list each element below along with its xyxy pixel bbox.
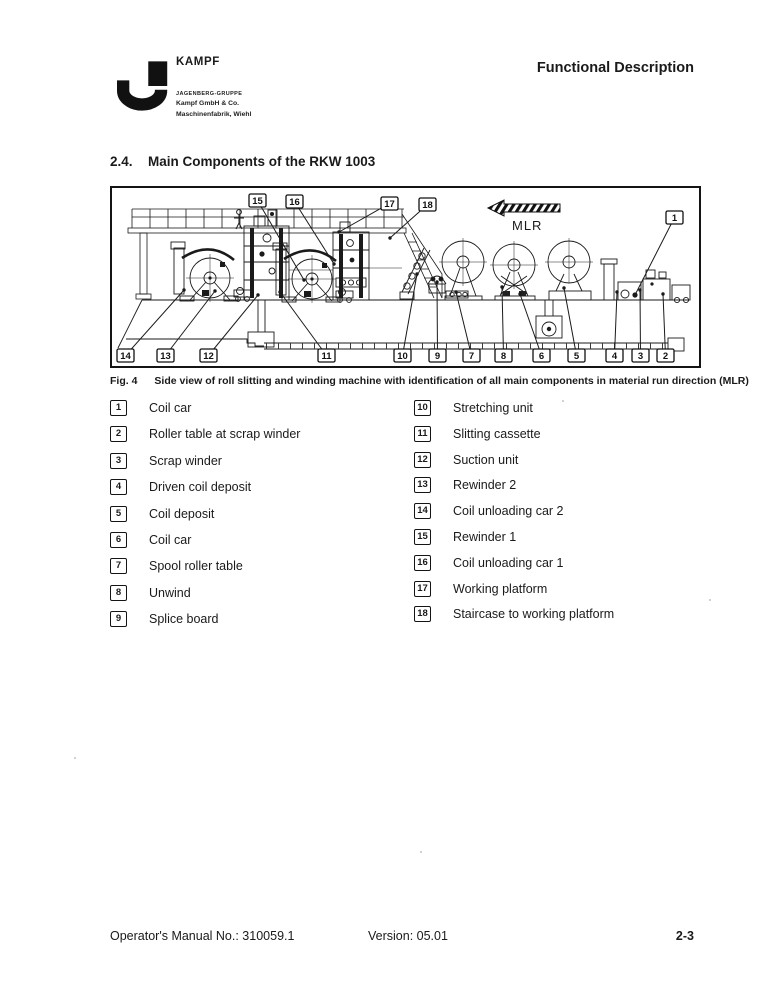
diagram-callout-9 [429, 349, 446, 362]
callout-target-dot [518, 292, 521, 295]
legend-column-right [414, 400, 614, 632]
diagram-callout-12 [200, 349, 217, 362]
callout-leader-line [502, 287, 504, 356]
machine-drawing [112, 188, 699, 366]
callout-target-dot [633, 293, 636, 296]
callout-target-dot [415, 272, 418, 275]
callout-target-dot [435, 280, 438, 283]
legend-item-label: Working platform [453, 581, 548, 596]
legend-number-box: 2 [110, 426, 127, 442]
callout-leader-line [615, 292, 618, 356]
legend-item-label: Coil deposit [149, 506, 215, 521]
rewinder-2 [171, 242, 251, 302]
svg-text:1: 1 [671, 213, 678, 224]
diagram-callout-4 [606, 349, 623, 362]
legend-item-label: Roller table at scrap winder [149, 427, 301, 442]
svg-text:10: 10 [397, 351, 408, 362]
callout-target-dot [500, 285, 503, 288]
callout-target-dot [256, 293, 259, 296]
legend-item [110, 611, 300, 637]
legend-column-left [110, 400, 300, 638]
scan-speck [709, 599, 711, 601]
callout-leader-line [437, 282, 438, 356]
callout-target-dot [638, 288, 641, 291]
footer-manual-number: Operator's Manual No.: 310059.1 [110, 929, 295, 943]
legend-item [110, 532, 300, 558]
legend-item-label: Scrap winder [149, 453, 222, 468]
figure-diagram [110, 186, 701, 368]
legend-item-label: Stretching unit [453, 401, 533, 415]
svg-text:16: 16 [289, 197, 300, 208]
diagram-callout-14 [117, 349, 134, 362]
callout-leader-line [635, 218, 675, 296]
legend-item-label: Rewinder 1 [453, 529, 517, 544]
legend-number-box: 9 [110, 611, 127, 627]
svg-text:13: 13 [160, 351, 171, 362]
figure-caption-label: Fig. 4 [110, 375, 138, 387]
scan-speck [420, 851, 422, 853]
legend-item-label: Spool roller table [149, 559, 243, 574]
person-figure [234, 210, 244, 229]
legend-number-box: 4 [110, 479, 127, 495]
logo-group: JAGENBERG-GRUPPE [176, 90, 243, 97]
legend-item [414, 529, 614, 555]
svg-text:9: 9 [434, 351, 441, 362]
legend-number-box: 17 [414, 581, 431, 597]
legend-item-label: Coil car [149, 401, 192, 415]
legend-number-box: 11 [414, 426, 431, 442]
legend-item-label: Driven coil deposit [149, 480, 252, 495]
legend-item [110, 479, 300, 505]
mlr-label: MLR [512, 218, 543, 233]
scan-speck [74, 757, 76, 759]
logo-text-block [176, 57, 251, 119]
svg-text:6: 6 [538, 351, 545, 362]
legend-number-box: 8 [110, 585, 127, 601]
section-title: Main Components of the RKW 1003 [148, 154, 376, 169]
legend-item [414, 452, 614, 478]
diagram-callout-6 [533, 349, 550, 362]
kampf-logo-icon [117, 57, 171, 115]
scrap-winder-section [601, 259, 690, 303]
legend-item [414, 606, 614, 632]
diagram-callout-16 [286, 195, 303, 208]
callout-target-dot [615, 290, 618, 293]
logo-location: Maschinenfabrik, Wiehl [176, 110, 252, 118]
legend-number-box: 7 [110, 558, 127, 574]
legend-item-label: Coil car [149, 532, 192, 547]
callout-target-dot [213, 289, 216, 292]
legend-item [414, 503, 614, 529]
diagram-callout-15 [249, 194, 266, 207]
svg-text:15: 15 [252, 196, 263, 207]
callout-target-dot [302, 278, 305, 281]
svg-text:8: 8 [500, 351, 507, 362]
legend-item [414, 426, 614, 452]
logo-company: Kampf GmbH & Co. [176, 100, 240, 107]
legend-item [414, 477, 614, 503]
legend-item [110, 453, 300, 479]
footer-version: Version: 05.01 [368, 929, 448, 943]
svg-text:7: 7 [468, 351, 475, 362]
callout-target-dot [661, 292, 664, 295]
legend-item [414, 400, 614, 426]
diagram-callout-10 [394, 349, 411, 362]
diagram-callout-2 [657, 349, 674, 362]
legend-number-box: 1 [110, 400, 127, 416]
diagram-callout-11 [318, 349, 335, 362]
legend-item-label: Coil unloading car 1 [453, 555, 564, 570]
legend-number-box: 13 [414, 477, 431, 493]
diagram-callout-13 [157, 349, 174, 362]
legend-number-box: 12 [414, 452, 431, 468]
legend-item [110, 585, 300, 611]
callout-target-dot [562, 286, 565, 289]
scan-speck [562, 400, 564, 402]
diagram-callout-5 [568, 349, 585, 362]
callout-target-dot [388, 236, 391, 239]
legend-item-label: Splice board [149, 612, 219, 627]
svg-text:3: 3 [637, 351, 644, 362]
legend-item-label: Slitting cassette [453, 426, 541, 441]
callout-leader-line [564, 288, 577, 356]
callout-target-dot [337, 230, 340, 233]
legend-number-box: 16 [414, 555, 431, 571]
svg-text:18: 18 [422, 200, 433, 211]
mlr-direction-arrow [488, 200, 560, 233]
legend-item [110, 558, 300, 584]
working-platform [128, 209, 442, 299]
legend-item-label: Unwind [149, 585, 191, 600]
legend-item [110, 400, 300, 426]
legend-number-box: 14 [414, 503, 431, 519]
legend-number-box: 15 [414, 529, 431, 545]
svg-text:4: 4 [611, 351, 618, 362]
footer-page-number: 2-3 [675, 929, 694, 943]
legend-number-box: 6 [110, 532, 127, 548]
callout-target-dot [278, 290, 281, 293]
legend-item-label: Staircase to working platform [453, 607, 615, 622]
legend-number-box: 3 [110, 453, 127, 469]
legend-item [414, 581, 614, 607]
legend-item-label: Rewinder 2 [453, 478, 517, 493]
legend-item [110, 426, 300, 452]
legend-item [414, 555, 614, 581]
floor-lines [118, 300, 689, 351]
callout-leader-line [640, 290, 641, 356]
page-title: Functional Description [536, 60, 694, 76]
diagram-callout-17 [381, 197, 398, 210]
legend-number-box: 5 [110, 506, 127, 522]
legend-number-box: 18 [414, 606, 431, 622]
svg-text:2: 2 [662, 351, 669, 362]
logo-brand: KAMPF [176, 56, 220, 68]
diagram-callout-8 [495, 349, 512, 362]
svg-text:11: 11 [321, 351, 332, 362]
legend-number-box: 10 [414, 400, 431, 416]
diagram-callout-1 [666, 211, 683, 224]
callout-target-dot [182, 288, 185, 291]
svg-text:5: 5 [573, 351, 580, 362]
diagram-callout-18 [419, 198, 436, 211]
callout-leader-line [280, 292, 327, 356]
diagram-callout-7 [463, 349, 480, 362]
svg-text:14: 14 [120, 351, 131, 362]
callout-target-dot [454, 290, 457, 293]
legend-item-label: Coil unloading car 2 [453, 504, 564, 519]
svg-text:12: 12 [203, 351, 214, 362]
diagram-callout-3 [632, 349, 649, 362]
section-number: 2.4. [110, 154, 133, 169]
slitting-section [244, 210, 402, 300]
callout-target-dot [332, 262, 335, 265]
figure-caption [110, 375, 749, 387]
legend-item [110, 506, 300, 532]
callout-leader-line [209, 295, 259, 356]
callout-leader-line [663, 294, 666, 356]
legend-item-label: Suction unit [453, 452, 519, 467]
svg-text:17: 17 [384, 199, 395, 210]
figure-caption-text: Side view of roll slitting and winding machine with identification of all main components in material run direction (MLR) [154, 375, 749, 387]
